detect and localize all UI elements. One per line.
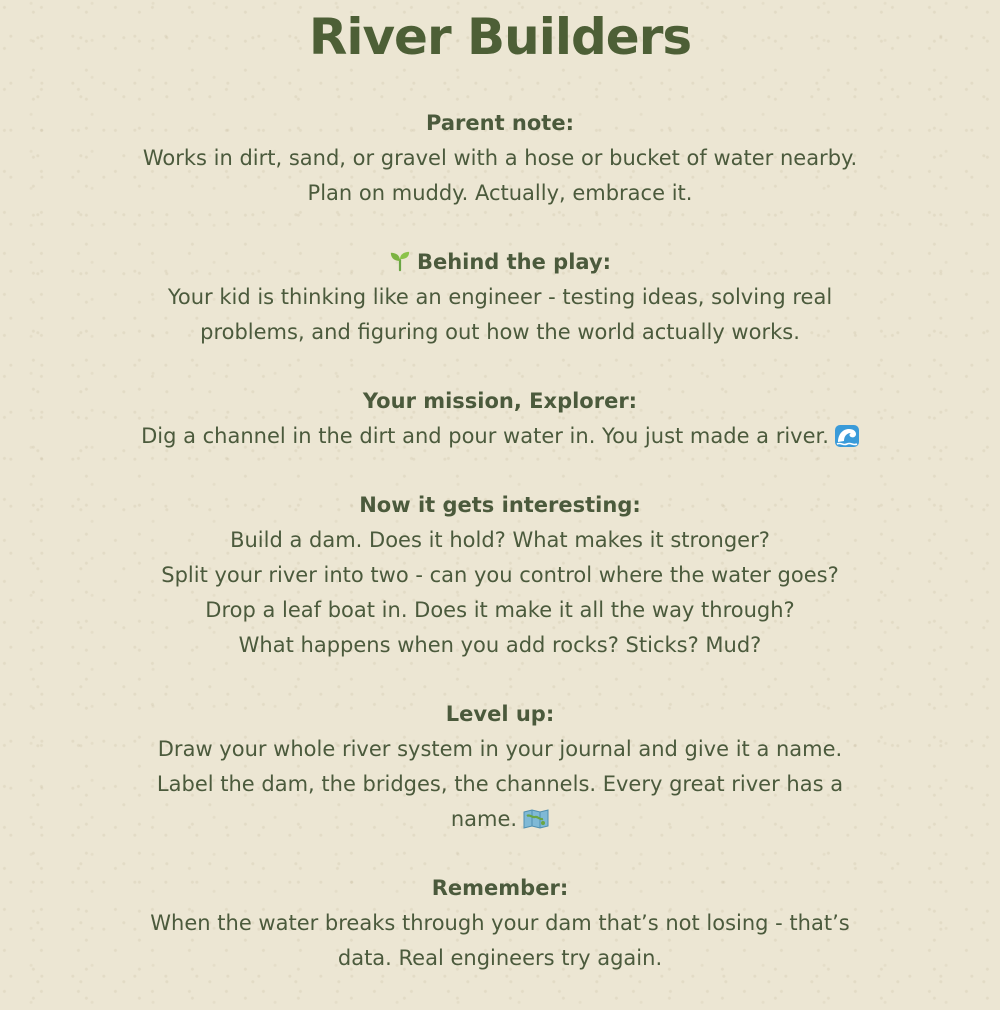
level-up-line: Draw your whole river system in your journal and give it a name. xyxy=(157,737,843,761)
behind-play-line: problems, and figuring out how the world actually works. xyxy=(200,320,800,344)
sprout-icon xyxy=(389,250,411,272)
parent-note-line: Works in dirt, sand, or gravel with a hose or bucket of water nearby. xyxy=(142,146,858,170)
remember-heading: Remember: xyxy=(431,876,569,900)
remember-section xyxy=(90,871,910,976)
level-up-line-row xyxy=(90,802,910,837)
parent-note-line: Plan on muddy. Actually, embrace it. xyxy=(307,181,693,205)
parent-note-heading: Parent note: xyxy=(426,111,574,135)
interesting-line: Drop a leaf boat in. Does it make it all the way through? xyxy=(205,598,795,622)
level-up-section xyxy=(90,697,910,837)
parent-note-section xyxy=(90,106,910,211)
remember-line: data. Real engineers try again. xyxy=(337,946,663,970)
wave-icon xyxy=(835,425,859,447)
content-body xyxy=(90,106,910,1010)
interesting-section xyxy=(90,488,910,663)
interesting-heading: Now it gets interesting: xyxy=(359,493,641,517)
mission-line-row xyxy=(90,419,910,454)
interesting-line: Build a dam. Does it hold? What makes it stronger? xyxy=(230,528,770,552)
level-up-line: name. xyxy=(450,807,518,831)
interesting-line: Split your river into two - can you control where the water goes? xyxy=(161,563,839,587)
level-up-line: Label the dam, the bridges, the channels. Every great river has a xyxy=(156,772,844,796)
mission-line: Dig a channel in the dirt and pour water in. You just made a river. xyxy=(141,424,829,448)
behind-play-section xyxy=(90,245,910,350)
page-title: River Builders xyxy=(308,8,692,66)
remember-line: When the water breaks through your dam that’s not losing - that’s xyxy=(150,911,850,935)
behind-play-line: Your kid is thinking like an engineer - testing ideas, solving real xyxy=(167,285,833,309)
map-icon xyxy=(523,809,549,829)
behind-play-heading-row xyxy=(90,245,910,280)
level-up-heading: Level up: xyxy=(445,702,555,726)
mission-heading: Your mission, Explorer: xyxy=(362,389,638,413)
mission-section xyxy=(90,384,910,454)
behind-play-heading: Behind the play: xyxy=(416,250,612,274)
interesting-line: What happens when you add rocks? Sticks? Mud? xyxy=(238,633,762,657)
